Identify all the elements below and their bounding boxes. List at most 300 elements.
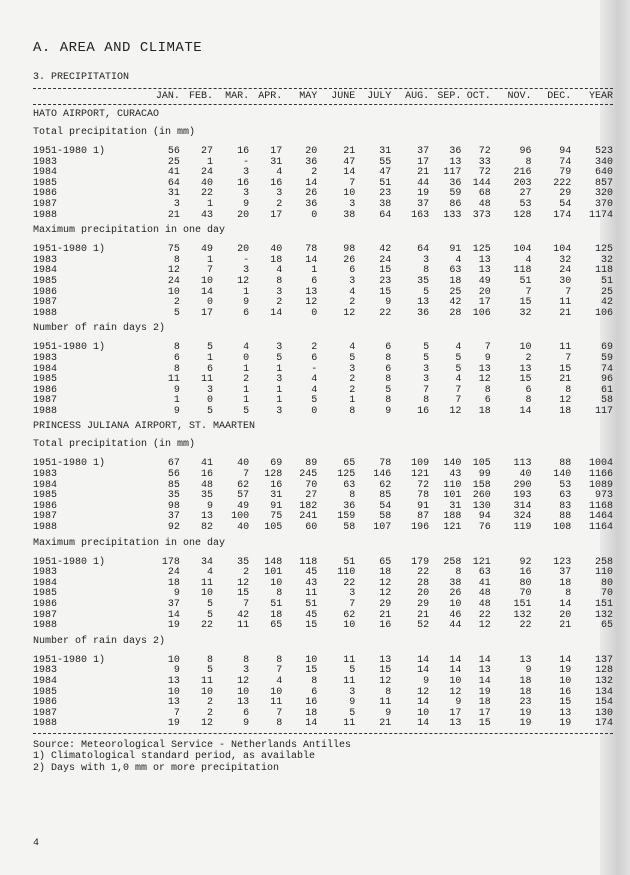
cell-value: 21 — [379, 718, 392, 730]
cell-value: 65 — [379, 556, 392, 568]
cell-value: 1168 — [588, 500, 613, 512]
cell-value: 1 — [207, 254, 214, 266]
cell-value: 1464 — [588, 511, 613, 523]
table-row — [33, 211, 613, 222]
cell-value: 1 — [207, 156, 214, 168]
cell-value: 5 — [311, 395, 318, 407]
cell-value: 63 — [343, 479, 356, 491]
cell-value: 117 — [443, 167, 462, 179]
cell-value: 4 — [349, 342, 356, 354]
cell-value: 11 — [237, 620, 250, 632]
cell-value: 61 — [600, 384, 613, 396]
cell-value: 5 — [207, 599, 214, 610]
cell-value: 10 — [237, 686, 250, 698]
cell-value: 7 — [243, 599, 250, 610]
cell-value: 4 — [276, 265, 283, 277]
cell-value: 8 — [525, 395, 532, 407]
cell-value: 58 — [379, 511, 392, 523]
cell-value: 56 — [167, 146, 180, 157]
cell-value: 44 — [449, 620, 462, 632]
cell-value: 3 — [276, 286, 283, 298]
cell-value: 21 — [343, 146, 356, 157]
cell-value: 3 — [207, 384, 214, 396]
cell-value: 17 — [449, 707, 462, 719]
cell-value: 88 — [559, 511, 572, 523]
cell-value: 12 — [201, 718, 214, 730]
cell-value: 9 — [349, 697, 356, 709]
cell-value: 42 — [449, 297, 462, 309]
cell-value: 9 — [423, 675, 430, 687]
cell-value: 1 — [276, 384, 283, 396]
cell-value: 3 — [243, 665, 250, 677]
table-row — [33, 309, 613, 320]
cell-value: 37 — [417, 146, 430, 157]
cell-value: 8 — [385, 352, 392, 364]
cell-value: 9 — [173, 588, 180, 600]
cell-value: 1 — [243, 286, 250, 298]
cell-value: 63 — [449, 265, 462, 277]
cell-value: 11 — [305, 588, 318, 600]
cell-value: 21 — [559, 374, 572, 386]
cell-value: 29 — [379, 599, 392, 610]
cell-value: 17 — [478, 297, 491, 309]
cell-value: 13 — [559, 707, 572, 719]
cell-value: 5 — [349, 707, 356, 719]
cell-value: 130 — [594, 707, 613, 719]
table-row — [33, 719, 613, 730]
cell-value: 36 — [305, 198, 318, 210]
cell-value: 12 — [478, 620, 491, 632]
cell-value: 51 — [379, 177, 392, 189]
cell-value: 19 — [559, 718, 572, 730]
cell-value: 14 — [449, 665, 462, 677]
cell-value: 11 — [343, 654, 356, 666]
cell-value: 36 — [305, 156, 318, 168]
cell-value: 92 — [167, 522, 180, 534]
cell-value: 22 — [201, 620, 214, 632]
cell-value: 80 — [519, 577, 532, 589]
cell-value: 16 — [270, 479, 283, 491]
cell-value: 15 — [379, 286, 392, 298]
cell-value: 7 — [565, 286, 572, 298]
cell-value: 196 — [411, 522, 430, 534]
cell-value: 43 — [201, 209, 214, 221]
cell-value: 3 — [349, 686, 356, 698]
cell-value: 42 — [237, 609, 250, 621]
cell-value: 53 — [519, 198, 532, 210]
cell-value: 11 — [379, 697, 392, 709]
cell-value: 24 — [559, 265, 572, 277]
cell-value: 12 — [449, 405, 462, 417]
cell-value: 51 — [305, 599, 318, 610]
cell-value: 1 — [311, 265, 318, 277]
cell-value: 0 — [311, 405, 318, 417]
row-period: 1985 — [33, 686, 58, 698]
cell-value: 18 — [519, 675, 532, 687]
cell-value: 1174 — [588, 209, 613, 221]
cell-value: 19 — [417, 188, 430, 200]
cell-value: 37 — [167, 599, 180, 610]
cell-value: 110 — [443, 479, 462, 491]
cell-value: 16 — [559, 686, 572, 698]
cell-value: 79 — [559, 167, 572, 179]
measure-label: Maximum precipitation in one day — [33, 537, 226, 549]
cell-value: 128 — [513, 209, 532, 221]
cell-value: 40 — [519, 469, 532, 481]
cell-value: 60 — [305, 522, 318, 534]
cell-value: 15 — [237, 588, 250, 600]
cell-value: 2 — [207, 707, 214, 719]
cell-value: 216 — [513, 167, 532, 179]
cell-value: 104 — [553, 244, 572, 256]
cell-value: 340 — [594, 156, 613, 168]
table-title: 3. PRECIPITATION — [33, 72, 130, 83]
cell-value: 76 — [478, 522, 491, 534]
cell-value: 7 — [525, 286, 532, 298]
cell-value: 12 — [343, 307, 356, 319]
cell-value: 3 — [349, 275, 356, 287]
station-name: HATO AIRPORT, CURACAO — [33, 109, 160, 120]
cell-value: 80 — [600, 577, 613, 589]
cell-value: 8 — [565, 384, 572, 396]
cell-value: 68 — [478, 188, 491, 200]
cell-value: 14 — [417, 654, 430, 666]
cell-value: 1 — [243, 384, 250, 396]
cell-value: 4 — [276, 675, 283, 687]
row-period: 1985 — [33, 374, 58, 386]
cell-value: 20 — [237, 244, 250, 256]
section-title: A. AREA AND CLIMATE — [33, 40, 203, 56]
row-period: 1987 — [33, 707, 58, 719]
column-header: JAN. — [155, 91, 180, 102]
cell-value: 13 — [478, 363, 491, 375]
cell-value: 10 — [449, 675, 462, 687]
cell-value: 9 — [525, 665, 532, 677]
cell-value: - — [243, 156, 250, 168]
cell-value: 6 — [173, 352, 180, 364]
cell-value: 5 — [207, 342, 214, 354]
cell-value: 7 — [276, 665, 283, 677]
cell-value: 17 — [478, 707, 491, 719]
cell-value: 144 — [472, 177, 491, 189]
cell-value: 21 — [379, 609, 392, 621]
row-period: 1951-1980 1) — [33, 342, 106, 354]
cell-value: 15 — [559, 363, 572, 375]
cell-value: 16 — [519, 567, 532, 579]
cell-value: 11 — [343, 675, 356, 687]
cell-value: 96 — [519, 146, 532, 157]
cell-value: 106 — [472, 307, 491, 319]
cell-value: 8 — [385, 395, 392, 407]
cell-value: 1 — [276, 363, 283, 375]
cell-value: 6 — [207, 363, 214, 375]
cell-value: 75 — [270, 511, 283, 523]
cell-value: 13 — [519, 363, 532, 375]
row-period: 1988 — [33, 620, 58, 632]
cell-value: 11 — [201, 374, 214, 386]
cell-value: 75 — [167, 244, 180, 256]
cell-value: 72 — [478, 167, 491, 179]
cell-value: 47 — [343, 156, 356, 168]
footnotes — [33, 740, 613, 775]
cell-value: 370 — [594, 198, 613, 210]
cell-value: 12 — [379, 577, 392, 589]
cell-value: 6 — [349, 265, 356, 277]
cell-value: 58 — [343, 522, 356, 534]
cell-value: 43 — [305, 577, 318, 589]
cell-value: 290 — [513, 479, 532, 491]
cell-value: 18 — [270, 254, 283, 266]
cell-value: 78 — [305, 244, 318, 256]
cell-value: 3 — [276, 405, 283, 417]
cell-value: 16 — [417, 405, 430, 417]
cell-value: 178 — [161, 556, 180, 568]
row-period: 1986 — [33, 500, 58, 512]
cell-value: 18 — [559, 405, 572, 417]
cell-value: 1004 — [588, 458, 613, 470]
cell-value: 1166 — [588, 469, 613, 481]
column-header-row — [33, 89, 613, 104]
cell-value: 51 — [270, 599, 283, 610]
cell-value: 10 — [305, 654, 318, 666]
row-period: 1983 — [33, 352, 58, 364]
cell-value: 24 — [167, 275, 180, 287]
cell-value: 91 — [449, 244, 462, 256]
cell-value: 70 — [600, 588, 613, 600]
cell-value: 40 — [270, 244, 283, 256]
row-period: 1986 — [33, 384, 58, 396]
cell-value: 87 — [417, 511, 430, 523]
cell-value: 10 — [201, 588, 214, 600]
cell-value: 14 — [519, 405, 532, 417]
cell-value: 9 — [207, 500, 214, 512]
cell-value: 18 — [478, 405, 491, 417]
cell-value: 18 — [270, 609, 283, 621]
cell-value: 5 — [173, 307, 180, 319]
cell-value: 40 — [237, 522, 250, 534]
cell-value: 13 — [237, 697, 250, 709]
cell-value: 51 — [519, 275, 532, 287]
cell-value: 179 — [411, 556, 430, 568]
cell-value: 5 — [276, 352, 283, 364]
cell-value: 8 — [173, 254, 180, 266]
cell-value: 174 — [594, 718, 613, 730]
cell-value: 91 — [270, 500, 283, 512]
cell-value: 14 — [305, 177, 318, 189]
cell-value: 159 — [337, 511, 356, 523]
cell-value: 3 — [423, 374, 430, 386]
cell-value: 70 — [519, 588, 532, 600]
row-period: 1987 — [33, 297, 58, 309]
cell-value: 14 — [305, 254, 318, 266]
row-period: 1988 — [33, 307, 58, 319]
cell-value: 41 — [478, 577, 491, 589]
cell-value: 15 — [379, 665, 392, 677]
cell-value: 132 — [594, 675, 613, 687]
cell-value: 2 — [311, 167, 318, 179]
cell-value: 10 — [270, 686, 283, 698]
cell-value: 8 — [207, 654, 214, 666]
cell-value: 27 — [305, 490, 318, 502]
cell-value: 18 — [519, 686, 532, 698]
cell-value: 23 — [519, 697, 532, 709]
cell-value: 15 — [519, 374, 532, 386]
cell-value: 6 — [243, 707, 250, 719]
cell-value: 8 — [173, 363, 180, 375]
cell-value: 8 — [484, 384, 491, 396]
divider — [33, 104, 613, 105]
cell-value: 45 — [305, 609, 318, 621]
row-period: 1984 — [33, 675, 58, 687]
cell-value: 3 — [276, 188, 283, 200]
cell-value: 260 — [472, 490, 491, 502]
cell-value: 11 — [270, 697, 283, 709]
cell-value: 13 — [449, 156, 462, 168]
cell-value: 12 — [449, 686, 462, 698]
cell-value: 63 — [559, 490, 572, 502]
cell-value: 24 — [167, 567, 180, 579]
cell-value: 8 — [243, 654, 250, 666]
cell-value: 10 — [167, 686, 180, 698]
cell-value: 110 — [594, 567, 613, 579]
row-period: 1983 — [33, 567, 58, 579]
cell-value: 245 — [299, 469, 318, 481]
cell-value: 86 — [449, 198, 462, 210]
cell-value: 158 — [472, 479, 491, 491]
cell-value: 140 — [553, 469, 572, 481]
cell-value: 2 — [207, 697, 214, 709]
cell-value: 4 — [349, 286, 356, 298]
cell-value: 137 — [594, 654, 613, 666]
cell-value: 3 — [423, 363, 430, 375]
cell-value: 70 — [305, 479, 318, 491]
cell-value: 94 — [478, 511, 491, 523]
table-row — [33, 277, 613, 288]
cell-value: 5 — [349, 665, 356, 677]
cell-value: 5 — [423, 342, 430, 354]
cell-value: 6 — [385, 363, 392, 375]
cell-value: 151 — [594, 599, 613, 610]
cell-value: 17 — [270, 146, 283, 157]
cell-value: 14 — [559, 654, 572, 666]
cell-value: 8 — [423, 395, 430, 407]
cell-value: 88 — [559, 458, 572, 470]
cell-value: 65 — [343, 458, 356, 470]
cell-value: 10 — [343, 188, 356, 200]
cell-value: 8 — [423, 265, 430, 277]
cell-value: 2 — [311, 342, 318, 354]
cell-value: 7 — [276, 707, 283, 719]
cell-value: 105 — [472, 458, 491, 470]
cell-value: 13 — [379, 654, 392, 666]
cell-value: 46 — [449, 609, 462, 621]
cell-value: 1 — [207, 352, 214, 364]
cell-value: 31 — [270, 156, 283, 168]
cell-value: 13 — [478, 665, 491, 677]
cell-value: 8 — [276, 654, 283, 666]
row-period: 1986 — [33, 697, 58, 709]
measure-label: Maximum precipitation in one day — [33, 225, 226, 237]
cell-value: 973 — [594, 490, 613, 502]
cell-value: 30 — [559, 275, 572, 287]
cell-value: 9 — [385, 405, 392, 417]
cell-value: 13 — [478, 254, 491, 266]
cell-value: 6 — [385, 342, 392, 354]
cell-value: 857 — [594, 177, 613, 189]
cell-value: 52 — [417, 620, 430, 632]
table-row — [33, 677, 613, 688]
cell-value: 123 — [553, 556, 572, 568]
row-period: 1988 — [33, 522, 58, 534]
cell-value: 320 — [594, 188, 613, 200]
cell-value: 31 — [379, 146, 392, 157]
cell-value: 1 — [276, 395, 283, 407]
cell-value: 20 — [559, 609, 572, 621]
cell-value: 22 — [519, 620, 532, 632]
cell-value: 109 — [411, 458, 430, 470]
row-period: 1986 — [33, 599, 58, 610]
cell-value: 19 — [167, 620, 180, 632]
row-period: 1983 — [33, 156, 58, 168]
cell-value: 16 — [270, 177, 283, 189]
cell-value: 5 — [243, 405, 250, 417]
cell-value: 14 — [167, 609, 180, 621]
measure-label: Number of rain days 2) — [33, 323, 166, 335]
cell-value: 15 — [478, 718, 491, 730]
cell-value: 4 — [525, 254, 532, 266]
row-period: 1984 — [33, 265, 58, 277]
cell-value: 0 — [207, 297, 214, 309]
cell-value: 1 — [243, 395, 250, 407]
cell-value: 174 — [553, 209, 572, 221]
cell-value: 8 — [525, 156, 532, 168]
cell-value: 154 — [594, 697, 613, 709]
cell-value: 15 — [305, 665, 318, 677]
cell-value: 14 — [270, 307, 283, 319]
cell-value: 324 — [513, 511, 532, 523]
cell-value: 2 — [349, 297, 356, 309]
cell-value: 7 — [349, 177, 356, 189]
table-row — [33, 621, 613, 632]
cell-value: - — [243, 254, 250, 266]
cell-value: 3 — [243, 265, 250, 277]
cell-value: 3 — [276, 374, 283, 386]
cell-value: 130 — [472, 500, 491, 512]
cell-value: 85 — [379, 490, 392, 502]
cell-value: 12 — [167, 265, 180, 277]
cell-value: 38 — [343, 209, 356, 221]
cell-value: 9 — [455, 697, 462, 709]
cell-value: 28 — [449, 307, 462, 319]
row-period: 1984 — [33, 363, 58, 375]
cell-value: 8 — [173, 342, 180, 354]
cell-value: 3 — [276, 342, 283, 354]
cell-value: 5 — [207, 665, 214, 677]
cell-value: 22 — [201, 188, 214, 200]
cell-value: 6 — [311, 686, 318, 698]
cell-value: 7 — [207, 265, 214, 277]
cell-value: 121 — [443, 522, 462, 534]
cell-value: 38 — [449, 577, 462, 589]
cell-value: 38 — [379, 198, 392, 210]
cell-value: 14 — [478, 654, 491, 666]
cell-value: 63 — [478, 567, 491, 579]
cell-value: 134 — [594, 686, 613, 698]
cell-value: 0 — [311, 307, 318, 319]
cell-value: 3 — [349, 198, 356, 210]
cell-value: 29 — [559, 188, 572, 200]
cell-value: 6 — [311, 352, 318, 364]
